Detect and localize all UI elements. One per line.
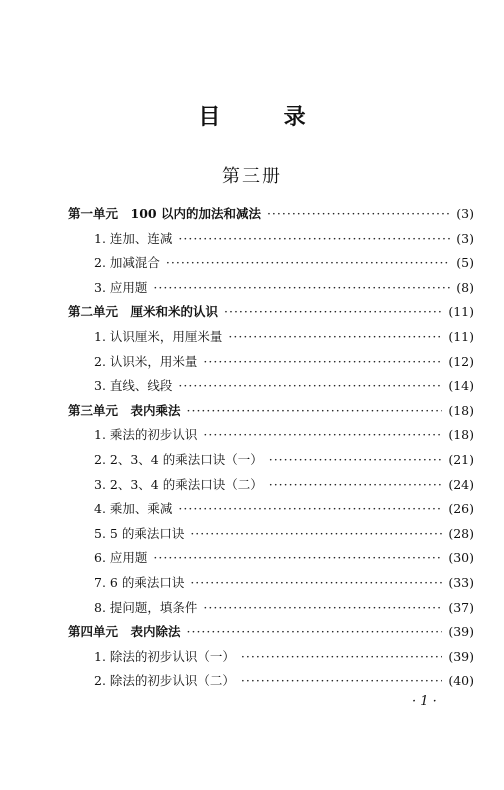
dot-leader — [178, 374, 442, 399]
toc-entry-label: 第二单元 厘米和米的认识 — [68, 304, 219, 320]
toc-entry-page: (18) — [448, 427, 474, 443]
toc-entry-label: 2. 认识米，用米量 — [94, 353, 198, 369]
toc-lesson-entry — [68, 546, 474, 571]
toc-lesson-entry — [68, 473, 474, 498]
toc-lesson-entry — [68, 325, 474, 350]
dot-leader — [178, 227, 450, 252]
toc-entry-page: (30) — [448, 550, 474, 566]
toc-entry-label: 1. 乘法的初步认识 — [94, 427, 198, 443]
page-title — [0, 100, 504, 131]
toc-lesson-entry — [68, 596, 474, 621]
toc-entry-page: (11) — [448, 304, 474, 320]
dot-leader — [203, 350, 442, 375]
toc-entry-label: 1. 连加、连减 — [94, 230, 173, 246]
dot-leader — [269, 473, 443, 498]
dot-leader — [241, 645, 442, 670]
toc-lesson-entry — [68, 522, 474, 547]
dot-leader — [241, 669, 442, 694]
toc-entry-label: 第一单元 100 以内的加法和减法 — [68, 206, 261, 221]
toc-entry-page: (40) — [448, 673, 474, 689]
toc-lesson-entry — [68, 251, 474, 276]
toc-entry-label: 4. 乘加、乘减 — [94, 501, 173, 517]
toc-entry-page: (21) — [448, 451, 474, 467]
toc-lesson-entry — [68, 276, 474, 301]
toc-entry-page: (3) — [456, 206, 474, 221]
toc-entry-label: 1. 认识厘米，用厘米量 — [94, 328, 223, 344]
toc-lesson-entry — [68, 423, 474, 448]
dot-leader — [178, 497, 442, 522]
toc-entry-label: 7. 6 的乘法口诀 — [94, 574, 185, 590]
toc-entry-page: (3) — [456, 230, 474, 246]
toc-entry-label: 3. 2、3、4 的乘法口诀（二） — [94, 476, 263, 492]
toc-entry-page: (11) — [448, 328, 474, 344]
toc-entry-page: (33) — [448, 574, 474, 590]
toc-lesson-entry — [68, 571, 474, 596]
toc-entry-page: (37) — [448, 599, 474, 615]
toc-entry-label: 1. 除法的初步认识（一） — [94, 648, 235, 664]
title-char-1: 目 — [198, 104, 221, 130]
toc-entry-label: 第三单元 表内乘法 — [68, 402, 181, 418]
toc-entry-page: (24) — [448, 476, 474, 492]
dot-leader — [269, 448, 443, 473]
dot-leader — [166, 251, 450, 276]
toc-entry-page: (12) — [448, 353, 474, 369]
dot-leader — [228, 325, 442, 350]
toc-entry-label: 8. 提问题，填条件 — [94, 599, 198, 615]
toc-entry-page: (39) — [448, 648, 474, 664]
toc-lesson-entry — [68, 227, 474, 252]
toc-entry-page: (5) — [456, 255, 474, 271]
toc-unit-entry — [68, 620, 474, 645]
toc-lesson-entry — [68, 350, 474, 375]
table-of-contents — [68, 202, 474, 694]
toc-entry-label: 3. 应用题 — [94, 279, 148, 295]
toc-entry-label: 3. 直线、线段 — [94, 378, 173, 394]
dot-leader — [203, 423, 442, 448]
toc-entry-page: (8) — [456, 279, 474, 295]
toc-entry-page: (28) — [448, 525, 474, 541]
page-number: · 1 · — [412, 694, 437, 709]
dot-leader — [187, 399, 443, 424]
dot-leader — [153, 276, 450, 301]
toc-entry-label: 2. 加减混合 — [94, 255, 160, 271]
dot-leader — [187, 620, 443, 645]
dot-leader — [224, 300, 442, 325]
toc-entry-label: 2. 2、3、4 的乘法口诀（一） — [94, 451, 263, 467]
volume-heading: 第三册 — [222, 166, 282, 187]
toc-entry-page: (14) — [448, 378, 474, 394]
toc-entry-page: (39) — [448, 624, 474, 640]
toc-lesson-entry — [68, 669, 474, 694]
toc-lesson-entry — [68, 374, 474, 399]
dot-leader — [190, 571, 442, 596]
toc-lesson-entry — [68, 497, 474, 522]
toc-unit-entry — [68, 399, 474, 424]
dot-leader — [153, 546, 442, 571]
toc-entry-label: 5. 5 的乘法口诀 — [94, 525, 185, 541]
toc-entry-label: 6. 应用题 — [94, 550, 148, 566]
toc-entry-page: (26) — [448, 501, 474, 517]
toc-unit-entry — [68, 300, 474, 325]
dot-leader — [267, 202, 450, 227]
dot-leader — [203, 596, 442, 621]
title-char-2: 录 — [283, 104, 306, 130]
toc-entry-label: 第四单元 表内除法 — [68, 624, 181, 640]
toc-lesson-entry — [68, 645, 474, 670]
toc-entry-label: 2. 除法的初步认识（二） — [94, 673, 235, 689]
toc-lesson-entry — [68, 448, 474, 473]
toc-unit-entry — [68, 202, 474, 227]
dot-leader — [190, 522, 442, 547]
toc-entry-page: (18) — [448, 402, 474, 418]
